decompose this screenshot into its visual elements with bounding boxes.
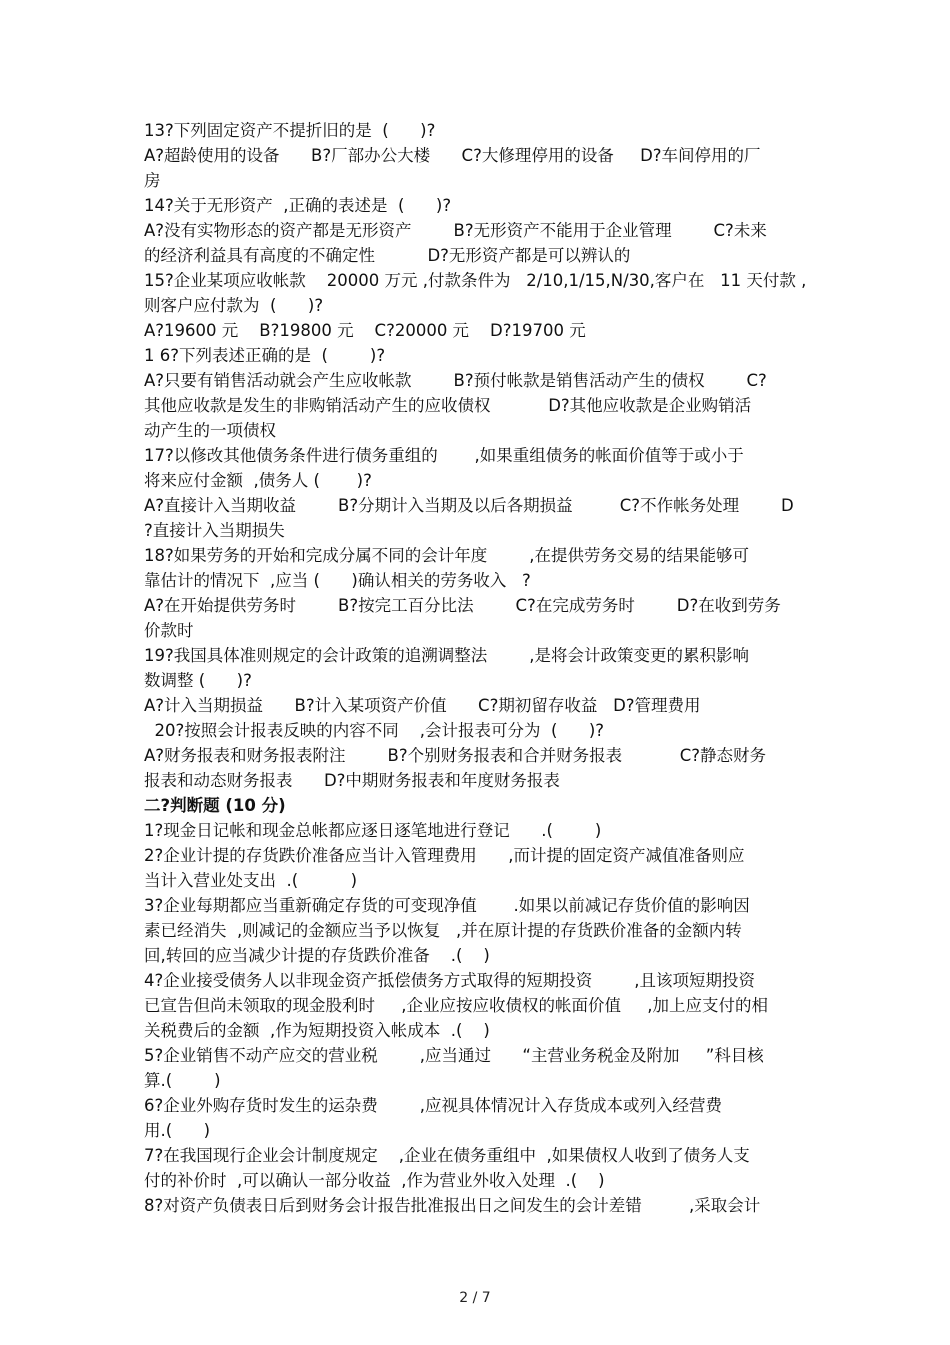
text-line: 报表和动态财务报表 D?中期财务报表和年度财务报表 xyxy=(144,771,560,790)
text-line: 14?关于无形资产 ,正确的表述是 ( )? xyxy=(144,196,452,215)
text-line: 其他应收款是发生的非购销活动产生的应收债权 D?其他应收款是企业购销活 xyxy=(144,396,752,415)
text-line: 2?企业计提的存货跌价准备应当计入管理费用 ,而计提的固定资产减值准备则应 xyxy=(144,846,745,865)
text-line: A?超龄使用的设备 B?厂部办公大楼 C?大修理停用的设备 D?车间停用的厂 xyxy=(144,146,761,165)
text-line: A?在开始提供劳务时 B?按完工百分比法 C?在完成劳务时 D?在收到劳务 xyxy=(144,596,781,615)
text-line: 付的补价时 ,可以确认一部分收益 ,作为营业外收入处理 .( ) xyxy=(144,1171,605,1190)
text-line: A?计入当期损益 B?计入某项资产价值 C?期初留存收益 D?管理费用 xyxy=(144,696,701,715)
text-line: 19?我国具体准则规定的会计政策的追溯调整法 ,是将会计政策变更的累积影响 xyxy=(144,646,749,665)
text-line: 用.( ) xyxy=(144,1121,211,1140)
text-line: A?只要有销售活动就会产生应收帐款 B?预付帐款是销售活动产生的债权 C? xyxy=(144,371,767,390)
text-line: 素已经消失 ,则减记的金额应当予以恢复 ,并在原计提的存货跌价准备的金额内转 xyxy=(144,921,742,940)
text-line: 17?以修改其他债务条件进行债务重组的 ,如果重组债务的帐面价值等于或小于 xyxy=(144,446,744,465)
text-line: 18?如果劳务的开始和完成分属不同的会计年度 ,在提供劳务交易的结果能够可 xyxy=(144,546,749,565)
text-line: 动产生的一项债权 xyxy=(144,421,276,440)
text-line: A?直接计入当期收益 B?分期计入当期及以后各期损益 C?不作帐务处理 D xyxy=(144,496,794,515)
text-line: A?没有实物形态的资产都是无形资产 B?无形资产不能用于企业管理 C?未来 xyxy=(144,221,767,240)
text-line: 1?现金日记帐和现金总帐都应逐日逐笔地进行登记 .( ) xyxy=(144,821,602,840)
text-line: 4?企业接受债务人以非现金资产抵偿债务方式取得的短期投资 ,且该项短期投资 xyxy=(144,971,755,990)
text-line: 7?在我国现行企业会计制度规定 ,企业在债务重组中 ,如果债权人收到了债务人支 xyxy=(144,1146,750,1165)
text-line: 则客户应付款为 ( )? xyxy=(144,296,324,315)
text-line: 3?企业每期都应当重新确定存货的可变现净值 .如果以前减记存货价值的影响因 xyxy=(144,896,750,915)
text-line: 8?对资产负债表日后到财务会计报告批准报出日之间发生的会计差错 ,采取会计 xyxy=(144,1196,761,1215)
text-line: 已宣告但尚未领取的现金股利时 ,企业应按应收债权的帐面价值 ,加上应支付的相 xyxy=(144,996,768,1015)
text-line: 15?企业某项应收帐款 20000 万元 ,付款条件为 2/10,1/15,N/30,客户在 11 天付款 , xyxy=(144,271,807,290)
text-line: ?直接计入当期损失 xyxy=(144,521,285,540)
text-line: 的经济利益具有高度的不确定性 D?无形资产都是可以辨认的 xyxy=(144,246,631,265)
text-line: 二?判断题 (10 分) xyxy=(144,796,286,815)
text-line: 关税费后的金额 ,作为短期投资入帐成本 .( ) xyxy=(144,1021,490,1040)
page-number: 2 / 7 xyxy=(459,1290,491,1306)
text-line: 当计入营业处支出 .( ) xyxy=(144,871,358,890)
text-line: 价款时 xyxy=(144,621,194,640)
text-line: 回,转回的应当减少计提的存货跌价准备 .( ) xyxy=(144,946,490,965)
text-line: 20?按照会计报表反映的内容不同 ,会计报表可分为 ( )? xyxy=(144,721,605,740)
text-line: 算.( ) xyxy=(144,1071,221,1090)
text-line: A?财务报表和财务报表附注 B?个别财务报表和合并财务报表 C?静态财务 xyxy=(144,746,767,765)
text-line: 将来应付金额 ,债务人 ( )? xyxy=(144,471,372,490)
text-line: 数调整 ( )? xyxy=(144,671,252,690)
text-line: 房 xyxy=(144,171,161,190)
page-content xyxy=(144,118,812,1218)
text-line: 13?下列固定资产不提折旧的是 ( )? xyxy=(144,121,436,140)
text-line: 靠估计的情况下 ,应当 ( )确认相关的劳务收入 ? xyxy=(144,571,531,590)
text-line: 5?企业销售不动产应交的营业税 ,应当通过 “主营业务税金及附加 ”科目核 xyxy=(144,1046,764,1065)
text-line: A?19600 元 B?19800 元 C?20000 元 D?19700 元 xyxy=(144,321,586,340)
text-line: 1 6?下列表述正确的是 ( )? xyxy=(144,346,386,365)
text-line: 6?企业外购存货时发生的运杂费 ,应视具体情况计入存货成本或列入经营费 xyxy=(144,1096,722,1115)
